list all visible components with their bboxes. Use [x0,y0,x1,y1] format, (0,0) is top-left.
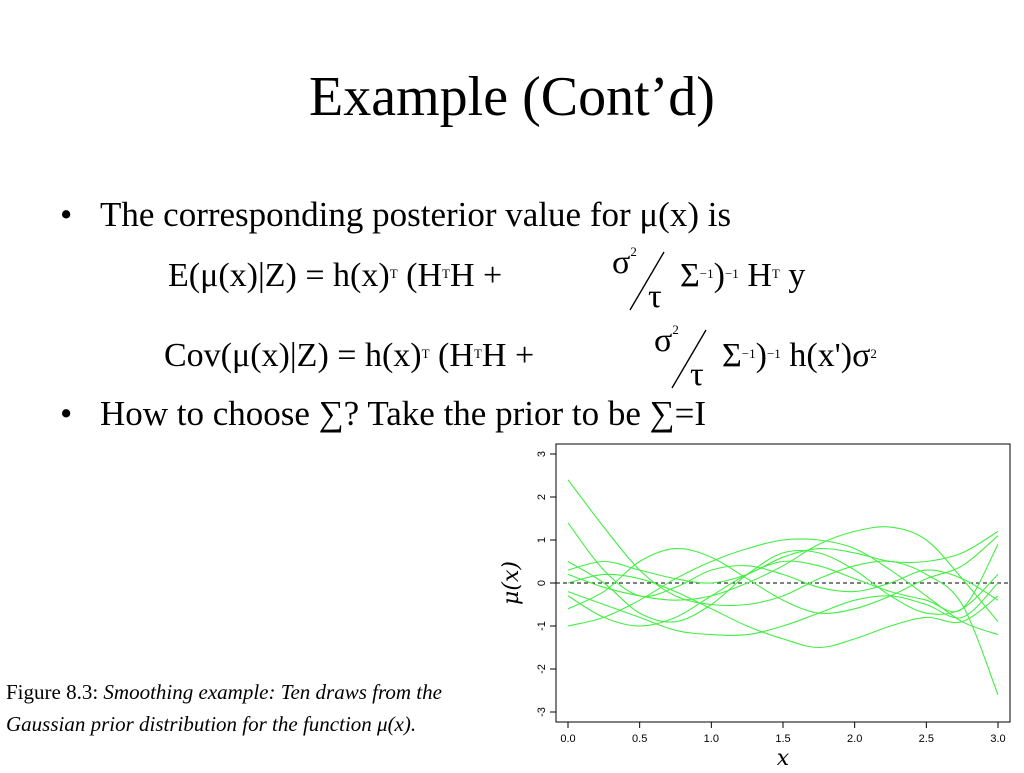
eq1-mid: (H [397,257,443,294]
eq1-end: y [779,257,806,294]
caption-line-2: Gaussian prior distribution for the function μ(x). [6,712,417,736]
y-tick-label: 2 [535,493,548,501]
y-tick-label: -1 [535,621,548,631]
x-tick-label: 0.0 [560,733,576,745]
equation-covariance-tail [722,336,877,376]
bullet-marker: • [60,195,73,234]
y-tick-label: 3 [535,450,548,458]
caption-label: Figure 8.3: [6,680,99,704]
x-tick-label: 1.5 [775,733,791,745]
eq2-mid2: H + [481,337,535,374]
x-tick-label: 2.0 [847,733,863,745]
eq1-transpose-2: T [442,266,450,281]
eq1-inverse-1: −1 [699,266,714,281]
series-line-1 [568,480,998,695]
slide-title: Example (Cont’d) [309,66,715,128]
x-tick-label: 3.0 [990,733,1006,745]
x-axis-label: x [776,746,790,768]
y-tick-label: 1 [535,536,548,544]
bullet-text-1: The corresponding posterior value for μ(x) is [100,195,732,234]
eq2-fraction-denominator: τ [690,356,704,393]
eq2-transpose-1: T [421,346,430,361]
eq2-inverse-2: −1 [766,346,781,361]
eq2-lhs: Cov(μ(x)|Z) = h(x) [164,337,422,374]
eq2-fraction-numerator: $\sigma^2$ [654,322,679,359]
eq2-mid: (H [429,337,474,374]
eq2-inverse-1: −1 [741,346,756,361]
eq2-square: 2 [870,346,877,361]
eq1-fraction [612,244,672,315]
eq2-fraction [654,322,714,393]
bullet-posterior [60,195,731,235]
eq2-sigma: Σ [722,337,742,374]
x-tick-label: 2.5 [918,733,934,745]
eq1-transpose-3: T [771,266,780,281]
caption-line-1: Smoothing example: Ten draws from the [103,680,442,704]
y-axis-label: μ(x) [499,561,524,605]
eq1-fraction-denominator: τ [648,278,662,315]
eq1-transpose-1: T [389,266,398,281]
bullet-text-2: How to choose ∑? Take the prior to be ∑=I [100,394,706,433]
equation-expectation-tail [680,256,805,296]
eq1-sigma: Σ [680,257,700,294]
eq1-tail: H [738,257,772,294]
figure-caption [6,676,442,740]
chart-svg [490,440,1024,768]
eq2-transpose-2: T [473,346,482,361]
eq1-lhs: E(μ(x)|Z) = h(x) [168,257,390,294]
equation-covariance [164,336,534,376]
eq1-close: ) [713,257,725,294]
y-tick-label: -3 [535,707,548,717]
eq1-inverse-2: −1 [724,266,739,281]
eq1-fraction-numerator: $\sigma^2$ [612,244,637,281]
prior-draws-chart [490,440,1024,768]
bullet-prior [60,394,706,434]
series-line-3 [568,531,998,583]
y-tick-label: -2 [535,664,548,674]
x-tick-label: 1.0 [703,733,719,745]
series-line-7 [568,574,998,647]
y-tick-label: 0 [535,579,548,587]
eq2-close: ) [755,337,767,374]
bullet-marker-2: • [60,394,73,433]
eq2-tail: h(x')σ [780,337,871,374]
eq1-mid2: H + [449,257,503,294]
series-line-10 [568,583,998,635]
x-tick-label: 0.5 [632,733,648,745]
equation-expectation [168,256,502,296]
